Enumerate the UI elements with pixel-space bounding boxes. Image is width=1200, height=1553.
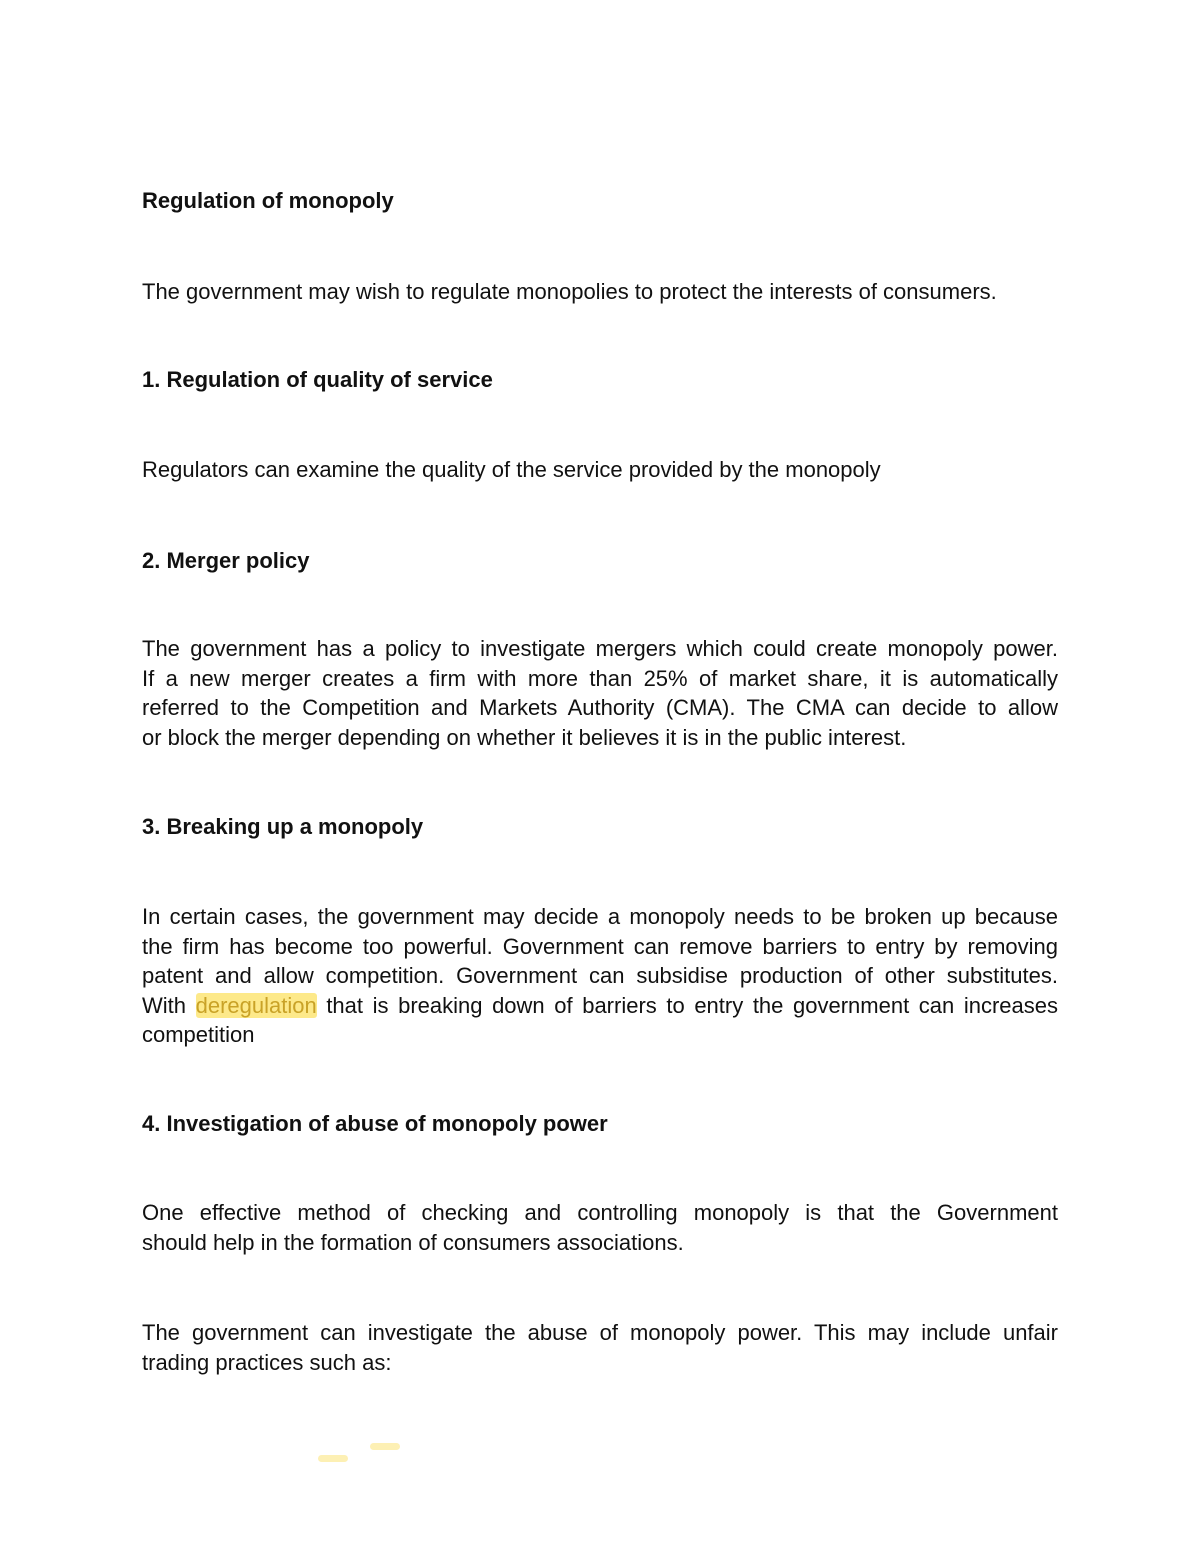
- section-1-heading: 1. Regulation of quality of service: [142, 367, 493, 392]
- section-3-line: competition: [142, 1022, 255, 1047]
- section-4-paragraph-1: [142, 1198, 1058, 1257]
- section-4-line: trading practices such as:: [142, 1349, 392, 1375]
- section-2-heading: 2. Merger policy: [142, 548, 310, 573]
- section-2-line: or block the merger depending on whether it believes it is in the public interest.: [142, 724, 907, 750]
- section-3-paragraph: [142, 902, 1058, 1050]
- section-3-highlight-line: [142, 991, 1058, 1021]
- highlight-before-text: With: [142, 992, 196, 1018]
- section-2-paragraph: [142, 634, 1058, 752]
- section-1-text: Regulators can examine the quality of the service provided by the monopoly: [142, 457, 881, 482]
- section-4-line: The government can investigate the abuse of monopoly power. This may include unfair: [142, 1320, 1058, 1345]
- highlight-mark: [370, 1443, 400, 1450]
- highlight-mark: [318, 1455, 348, 1462]
- section-3-line: the firm has become too powerful. Government can remove barriers to entry by removing: [142, 933, 1058, 959]
- section-3-heading: 3. Breaking up a monopoly: [142, 814, 424, 839]
- section-4-line: One effective method of checking and controlling monopoly is that the Government: [142, 1200, 1058, 1225]
- section-3-line: patent and allow competition. Government can subsidise production of other substitutes.: [142, 963, 1058, 988]
- intro-text: The government may wish to regulate monopolies to protect the interests of consumers.: [142, 279, 997, 304]
- section-2-line: referred to the Competition and Markets Authority (CMA). The CMA can decide to allow: [142, 695, 1058, 720]
- document-title: Regulation of monopoly: [142, 188, 394, 213]
- highlighted-word: deregulation: [195, 992, 317, 1018]
- section-3-line: In certain cases, the government may decide a monopoly needs to be broken up because: [142, 904, 1058, 929]
- section-4-paragraph-2: [142, 1318, 1058, 1377]
- section-4-line: should help in the formation of consumers associations.: [142, 1229, 684, 1255]
- section-2-line: The government has a policy to investigate mergers which could create monopoly power.: [142, 636, 1058, 661]
- section-4-heading: 4. Investigation of abuse of monopoly power: [142, 1111, 608, 1136]
- highlight-after-text: that is breaking down of barriers to entry the government can increases: [316, 992, 1058, 1018]
- section-2-line: If a new merger creates a firm with more than 25% of market share, it is automatically: [142, 665, 1058, 691]
